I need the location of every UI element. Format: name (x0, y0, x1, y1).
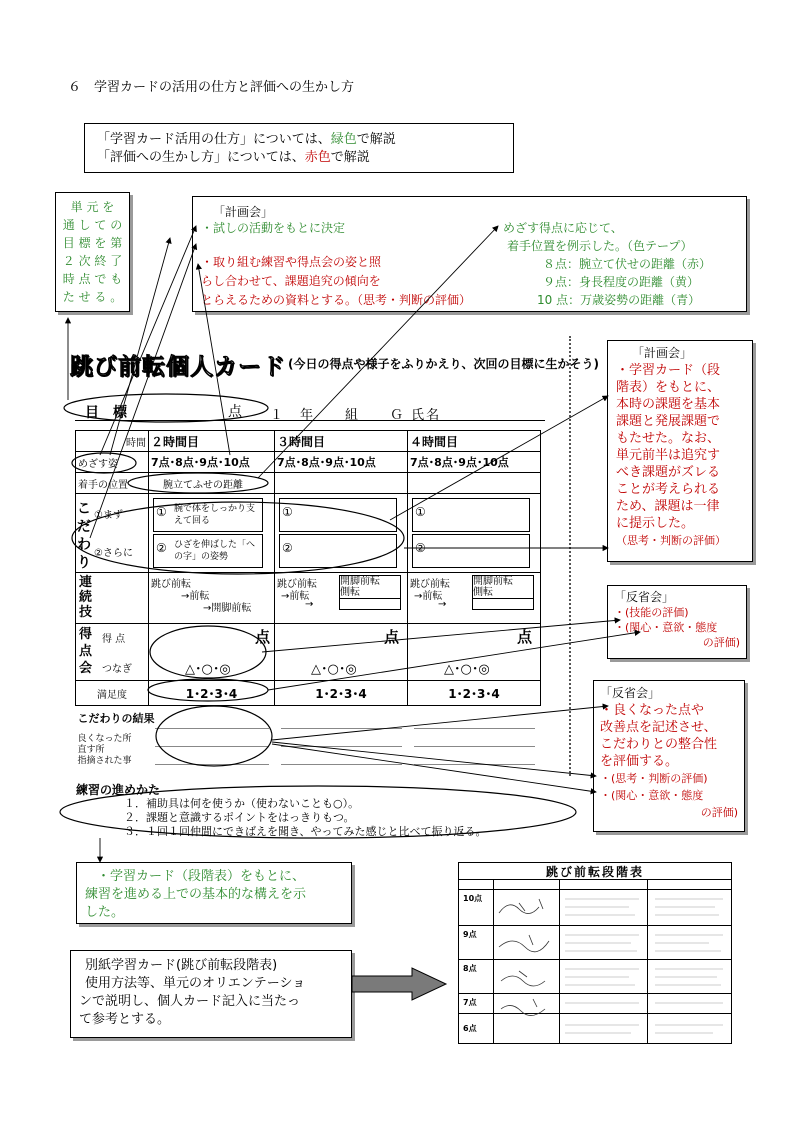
red-line: 階表）をもとに、 (616, 380, 721, 395)
kodawari-box (412, 534, 530, 568)
empty-cell (275, 473, 408, 494)
appendix-line: て参考とする。 (79, 1012, 171, 1027)
red-line: ・(関心・意欲・態度 (614, 621, 718, 634)
green-line: 練習を進める上での基本的な構えを示 (85, 887, 307, 902)
goal-unit: 点 (228, 404, 242, 420)
renzoku-content (275, 573, 408, 624)
circled-2: ② (415, 541, 426, 555)
line (281, 746, 402, 747)
circled-2: ② (282, 541, 293, 555)
satisfy-value: 1･2･3･4 (149, 681, 275, 706)
kodawari-text: 腕で体をしっかり支えて回る (174, 504, 256, 526)
note-line: ２ 次 終 了 (62, 254, 123, 268)
kodawari-text: ひざを伸ばした「への字」の姿勢 (174, 540, 256, 562)
divider (569, 336, 571, 776)
appendix-line: 使用方法等、単元のオリエンテーショ (85, 976, 306, 991)
red-line: ことが考えられる (616, 482, 721, 497)
arrow: → (305, 599, 314, 610)
red-line: の評価) (700, 806, 738, 819)
arrow: → (438, 599, 447, 610)
satisfy-value: 1･2･3･4 (275, 681, 408, 706)
practice-list (124, 797, 487, 839)
red-line: 改善点を記述させ、 (600, 720, 717, 735)
big-arrow (352, 968, 446, 1000)
kodawari-2: ②さらに (94, 548, 133, 559)
note-line: 単 元 を (70, 200, 115, 214)
row-label: 満足度 (76, 681, 149, 706)
box-title: 「反省会」 (614, 590, 675, 604)
score-unit: 点 (516, 628, 532, 646)
rz-text: 側転 (473, 587, 493, 598)
kodawari-content (149, 494, 275, 573)
plan-green-line: 10 点：万歳姿勢の距離（青） (537, 293, 701, 307)
result-sub-text: 指摘された事 (77, 756, 132, 766)
rz-text: →前転 (281, 591, 310, 602)
blank (473, 598, 533, 609)
tsunagi-value: △･○･◎ (444, 662, 490, 677)
thumb-label: 10点 (463, 894, 483, 903)
line (414, 746, 535, 747)
box-title: 「計画会」 (632, 346, 693, 360)
blank (340, 598, 400, 609)
result-cell (76, 706, 155, 775)
underline (75, 420, 545, 421)
plan-green-line: ・めざす得点に応じて、 (491, 221, 623, 235)
red-line: ・(関心・意欲・態度 (600, 789, 704, 802)
plan-green-line: ８点：腕立て伏せの距離（赤） (543, 257, 712, 271)
legend-green: 緑色 (330, 132, 357, 147)
rz-text: 側転 (340, 587, 360, 598)
kodawari-box (153, 498, 263, 532)
page-heading: ６ 学習カードの活用の仕方と評価への生かし方 (68, 80, 355, 95)
score-cell (76, 624, 149, 681)
thumb-label: 9点 (463, 930, 477, 939)
red-line: の評価) (702, 636, 740, 649)
rz-text: 跳び前転 (410, 579, 450, 590)
row-label: 得点会 (79, 627, 93, 676)
plan-green-line: ９点：身長程度の距離（黄） (543, 275, 700, 289)
line (155, 728, 269, 729)
stage-table-thumbnail (458, 862, 732, 1044)
legend-text: で解説 (356, 132, 396, 147)
unit-goal-note (55, 192, 130, 312)
goal-label: 目 標 (85, 405, 127, 421)
score-unit: 点 (383, 628, 399, 646)
practice-title: 練習の進めかた (76, 783, 161, 797)
col-header: ２時間目 (149, 431, 275, 452)
line (281, 728, 402, 729)
rz-text: →前転 (414, 591, 443, 602)
score-unit: 点 (254, 628, 270, 646)
kodawari-content (275, 494, 408, 573)
red-line: ・良くなった点や (600, 703, 705, 718)
tsunagi-label: つなぎ (102, 664, 132, 675)
rz-text: 跳び前転 (277, 579, 317, 590)
choice-box (472, 575, 534, 610)
red-line: 本時の課題を基本 (616, 397, 721, 412)
target-value: 7点･8点･9点･10点 (275, 452, 408, 473)
thumb-sketches (459, 863, 731, 1043)
plan-red-line: らし合わせて、課題追究の傾向を (201, 274, 381, 288)
rz-text: 開脚前転 (473, 576, 513, 587)
review-box-2 (593, 680, 745, 832)
box-title: 「反省会」 (600, 686, 661, 700)
practice-item: ２．課題と意識するポイントをはっきりもつ。 (124, 811, 355, 824)
red-line: に提示した。 (616, 516, 695, 531)
legend-text: 「評価への生かし方」については、 (97, 150, 305, 165)
start-value: 腕立てふせの距離 (149, 473, 275, 494)
result-lines (408, 706, 541, 775)
col-header: ４時間目 (408, 431, 541, 452)
result-sub-text: 直す所 (77, 745, 105, 755)
tsunagi-value: △･○･◎ (311, 662, 357, 677)
legend-text: で解説 (330, 150, 370, 165)
kodawari-1: ①まず (94, 510, 123, 521)
card-table (75, 430, 541, 774)
red-line: ・学習カード（段 (616, 363, 721, 378)
eval-line: （思考・判断の評価） (616, 534, 726, 547)
plan-red-line: とらえるための資料とする。（思考・判断の評価） (201, 293, 472, 307)
green-line: ・学習カード（段階表）をもとに、 (97, 869, 306, 884)
row-label: こだわり (77, 501, 91, 571)
circled-2: ② (156, 541, 167, 555)
plan-red-line: ・取り組む練習や得点会の姿と照 (201, 255, 382, 269)
rz-text: →開脚前転 (203, 603, 252, 614)
red-line: ため、課題は一律 (616, 499, 720, 514)
plan-title: 「計画会」 (213, 205, 274, 219)
review-box-1 (607, 585, 747, 659)
thumb-title: 跳び前転段階表 (545, 865, 644, 879)
legend-box (84, 123, 514, 173)
appendix-line: 別紙学習カード(跳び前転段階表) (85, 958, 278, 973)
kodawari-box (279, 498, 397, 532)
red-line: を評価する。 (600, 754, 679, 769)
plan-green-line: 着手位置を例示した。（色テープ） (507, 239, 693, 253)
kodawari-cell (76, 494, 149, 573)
note-line: 時 点 で も (62, 272, 123, 286)
plan-meeting-right (607, 340, 753, 562)
result-lines (275, 706, 408, 775)
row-label: こだわりの結果 (77, 712, 155, 725)
circled-1: ① (156, 505, 167, 519)
rz-text: 開脚前転 (340, 576, 380, 587)
target-value: 7点･8点･9点･10点 (149, 452, 275, 473)
card-title: 跳び前転個人カード (70, 354, 286, 380)
line (414, 728, 535, 729)
card-subtitle: (今日の得点や様子をふりかえり、次回の目標に生かそう) (288, 357, 599, 371)
target-value: 7点･8点･9点･10点 (408, 452, 541, 473)
line (281, 764, 402, 765)
kodawari-box (412, 498, 530, 532)
red-line: ・(技能の評価) (614, 606, 689, 619)
line (155, 764, 269, 765)
practice-item: １．補助具は何を使うか（使わないことも○）。 (124, 797, 360, 810)
red-line: こだわりとの整合性 (600, 737, 718, 752)
thumb-label: 6点 (463, 1024, 477, 1033)
score-label: 得 点 (102, 634, 126, 645)
row-label: 着手の位置 (76, 473, 149, 494)
result-sub (78, 734, 132, 767)
practice-item: ３．１回１回仲間にできばえを聞き、やってみた感じと比べて振り返る。 (124, 825, 487, 838)
note-line: 通 し て の (62, 218, 123, 232)
row-label: めざす姿 (76, 452, 149, 473)
plan-meeting-box (192, 196, 747, 312)
thumb-label: 8点 (463, 964, 477, 973)
renzoku-content (149, 573, 275, 624)
legend-text: 「学習カード活用の仕方」については、 (97, 132, 331, 147)
score-content (408, 624, 541, 681)
kodawari-content (408, 494, 541, 573)
red-line: ・(思考・判断の評価) (600, 772, 708, 785)
row-label: 連続技 (79, 575, 93, 620)
choice-box (339, 575, 401, 610)
circled-1: ① (282, 505, 293, 519)
kodawari-box (153, 534, 263, 568)
score-content (275, 624, 408, 681)
kodawari-box (279, 534, 397, 568)
satisfy-value: 1･2･3･4 (408, 681, 541, 706)
legend-red: 赤色 (304, 150, 331, 165)
col-header: ３時間目 (275, 431, 408, 452)
practice-green-note (76, 862, 352, 924)
line (155, 746, 269, 747)
red-line: べき課題がズレる (616, 465, 721, 480)
line (414, 764, 535, 765)
rz-text: →前転 (181, 591, 210, 602)
rz-text: 跳び前転 (151, 579, 191, 590)
green-line: した。 (85, 905, 125, 920)
plan-green-line: ・試しの活動をもとに決定 (201, 221, 346, 235)
appendix-line: ンで説明し、個人カード記入に当たっ (79, 994, 301, 1009)
score-content (149, 624, 275, 681)
note-line: た せ る 。 (62, 290, 123, 304)
col-time: 時間 (76, 431, 149, 452)
thumb-label: 7点 (463, 998, 477, 1007)
empty-cell (408, 473, 541, 494)
red-line: 課題と発展課題で (616, 414, 721, 429)
appendix-note (70, 950, 352, 1038)
red-line: もたせた。なお、 (616, 431, 721, 446)
renzoku-cell (76, 573, 149, 624)
circled-1: ① (415, 505, 426, 519)
name-line: １ 年 組 Ｇ 氏名 (270, 408, 442, 423)
renzoku-content (408, 573, 541, 624)
result-lines (149, 706, 275, 775)
tsunagi-value: △･○･◎ (185, 662, 231, 677)
result-sub-text: 良くなった所 (77, 734, 132, 744)
red-line: 単元前半は追究す (616, 448, 721, 463)
note-line: 目 標 を 第 (62, 236, 123, 250)
